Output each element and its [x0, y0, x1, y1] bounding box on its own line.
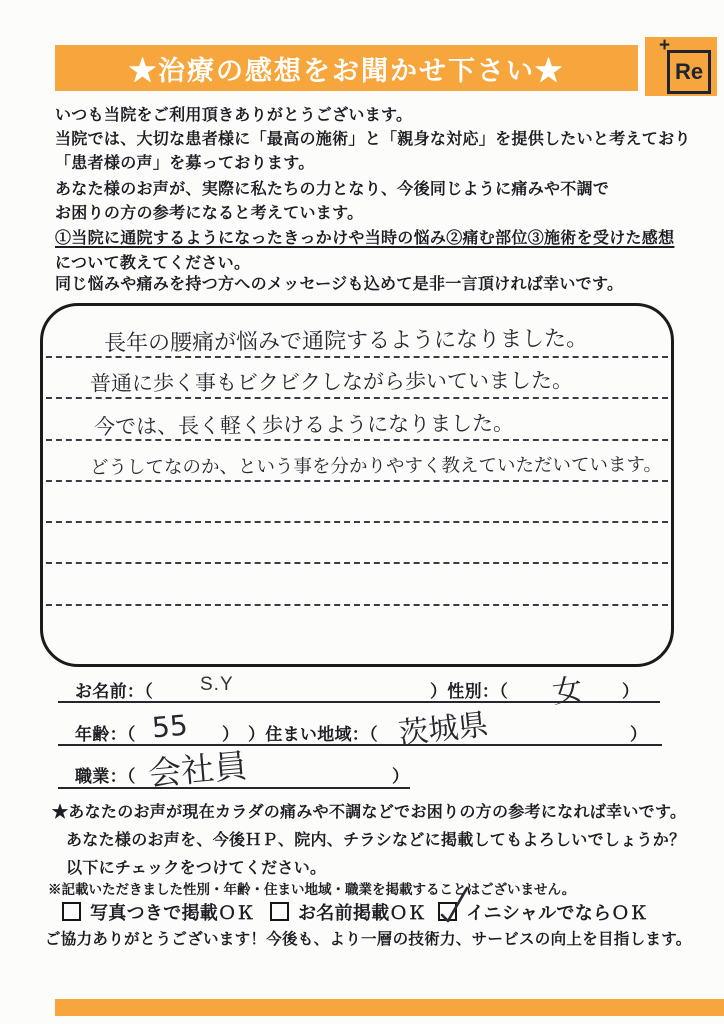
age-row-underline [58, 744, 662, 746]
name-ok-label: お名前掲載ＯＫ [298, 903, 427, 923]
name-field: S.Y [200, 674, 234, 695]
consent-option-name [270, 899, 426, 925]
consent-line-2: あなた様のお声を、今後ＨＰ、院内、チラシなどに掲載してもよろしいでしょうか？ [66, 832, 686, 849]
intro-line-1: いつも当院をご利用頂きありがとうございます。 [55, 107, 413, 124]
intro-line-2: 当院では、大切な患者様に「最高の施術」と「親身な対応」を提供したいと考えており [55, 131, 691, 148]
consent-option-initial [438, 899, 648, 925]
region-close-paren: ） [630, 725, 648, 744]
ruled-line [46, 480, 668, 482]
intro-line-3: 「患者様の声」を募っております。 [55, 155, 315, 172]
gender-field: 女 [550, 672, 585, 711]
region-field: 茨城県 [396, 707, 490, 752]
consent-option-photo [62, 899, 255, 925]
job-close-paren: ） [392, 767, 410, 786]
message-request-line: 同じ悩みや痛みを持つ方へのメッセージも込めて是非一言頂ければ幸いです。 [55, 276, 624, 293]
job-label: 職業：（ [75, 767, 136, 786]
body-line-2: お困りの方の参考になると考えています。 [55, 205, 364, 222]
ruled-line [46, 562, 668, 564]
body-question-items: ①当院に通院するようになったきっかけや当時の悩み②痛む部位③施術を受けた感想 [55, 230, 675, 247]
logo-frame-icon [667, 50, 711, 94]
ruled-line [46, 521, 668, 523]
testimonial-line-4: どうしてなのか、という事を分かりやすく教えていただいています。 [89, 454, 663, 479]
name-label: お名前：（ [75, 682, 153, 701]
page-title: ★治療の感想をお聞かせ下さい★ [129, 55, 564, 86]
region-label: ）住まい地域：（ [248, 725, 378, 744]
testimonial-line-2: 普通に歩く事もビクビクしながら歩いていました。 [89, 368, 574, 396]
body-line-3: について教えてください。 [55, 255, 251, 272]
testimonial-line-1: 長年の腰痛が悩みで通院するようになりました。 [103, 326, 589, 357]
age-label: 年齢：（ [75, 725, 136, 744]
footer-accent-bar [55, 999, 724, 1016]
age-close-paren: ） [222, 725, 240, 744]
gender-label: ）性別：（ [430, 682, 508, 701]
testimonial-line-3: 今では、長く軽く歩けるようになりました。 [93, 411, 515, 439]
name-ok-checkbox[interactable] [270, 902, 289, 921]
thanks-line: ご協力ありがとうございます！今後も、より一層の技術力、サービスの向上を目指します。 [45, 931, 692, 948]
logo-text: Re [674, 59, 704, 84]
testimonial-box [40, 303, 674, 667]
clinic-logo [645, 37, 717, 96]
age-field: 55 [150, 708, 190, 745]
initial-ok-checkbox[interactable] [438, 902, 457, 921]
body-line-1: あなた様のお声が、実際に私たちの力となり、今後同じように痛みや不調で [55, 181, 610, 198]
name-row-underline [58, 701, 660, 703]
consent-line-3: 以下にチェックをつけてください。 [66, 860, 327, 877]
handwritten-check-icon [436, 883, 472, 925]
initial-ok-label: イニシャルでならＯＫ [466, 903, 648, 923]
consent-line-1: ★あなたのお声が現在カラダの痛みや不調などでお困りの方の参考になれば幸いです。 [52, 804, 687, 821]
privacy-note: ※記載いただきました性別・年齢・住まい地域・職業を掲載することはございません。 [48, 882, 576, 897]
header-banner [55, 45, 638, 91]
ruled-line [46, 604, 668, 606]
job-row-underline [58, 787, 410, 789]
job-field: 会社員 [146, 745, 249, 794]
logo-plus-icon: + [659, 35, 671, 56]
photo-ok-label: 写真つきで掲載ＯＫ [90, 903, 255, 923]
photo-ok-checkbox[interactable] [62, 902, 81, 921]
gender-close-paren: ） [622, 682, 640, 701]
